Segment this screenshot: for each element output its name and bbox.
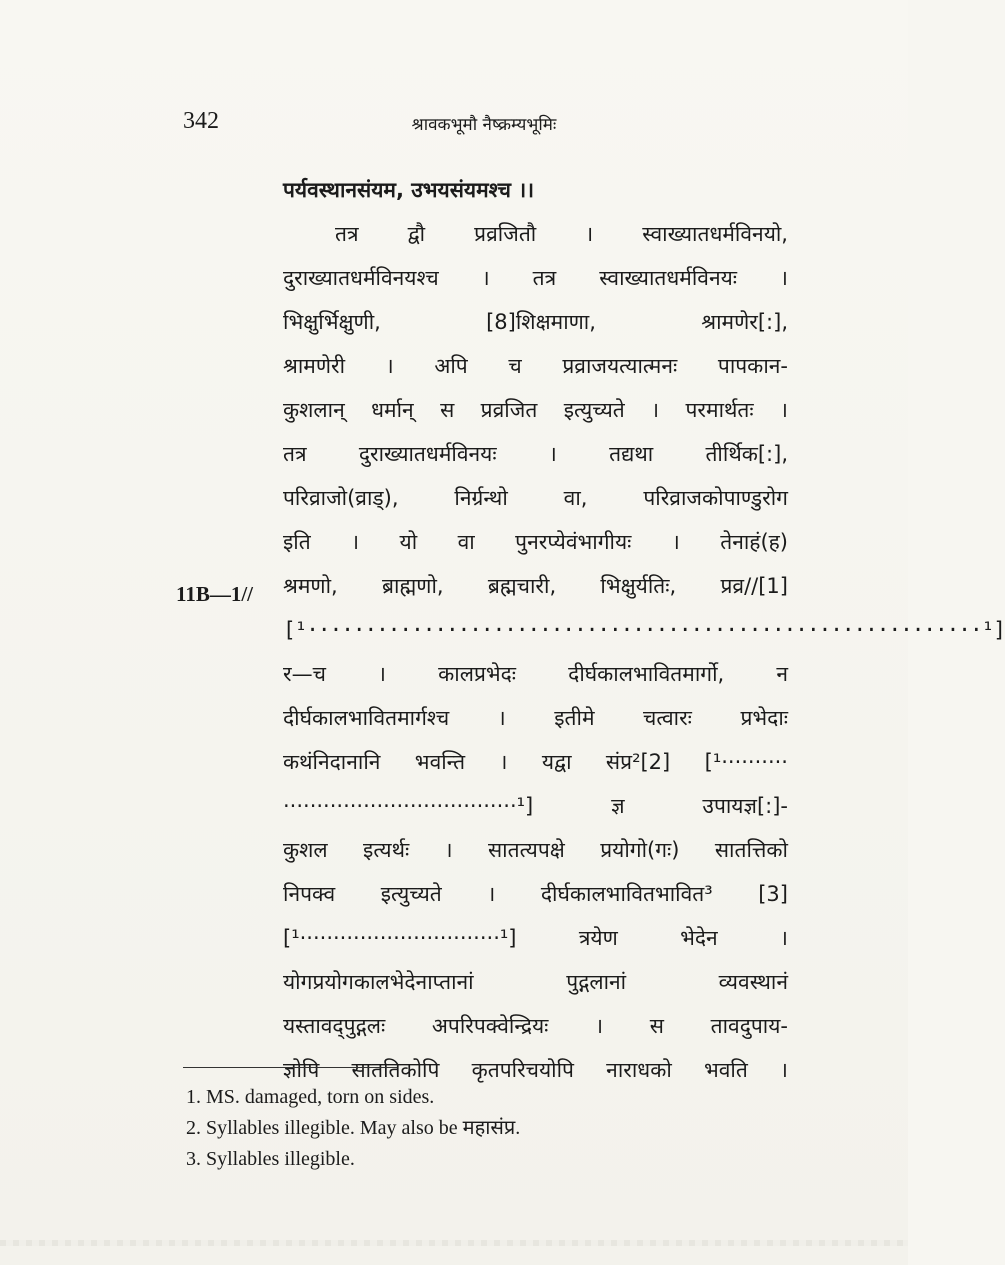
text-line: परिव्राजो(व्राड्), निर्ग्रन्थो वा, परिव्राजकोपाण्डुरोग — [283, 486, 788, 510]
page-number: 342 — [183, 108, 219, 134]
text-line: कथंनिदानानि भवन्ति । यद्वा संप्र²[2] [¹·········· — [283, 750, 788, 774]
lacuna-line: [¹··························································¹] — [283, 618, 1005, 642]
text-line: निपक्व इत्युच्यते । दीर्घकालभावितभावित³ [3] — [283, 882, 788, 906]
footnote-2: 2. Syllables illegible. May also be महासंप्र. — [186, 1117, 521, 1139]
manuscript-folio-reference: 11B—1// — [176, 582, 254, 606]
footnote-3: 3. Syllables illegible. — [186, 1148, 355, 1170]
text-line: भिक्षुर्भिक्षुणी, [8]शिक्षमाणा, श्रामणेर[:], — [283, 310, 788, 334]
text-line: श्रमणो, ब्राह्मणो, ब्रह्मचारी, भिक्षुर्यतिः, प्रव्र//[1] — [283, 574, 788, 598]
text-line: यस्तावद्पुद्गलः अपरिपक्वेन्द्रियः । स तावदुपाय- — [283, 1014, 788, 1038]
text-line: कुशलान् धर्मान् स प्रव्रजित इत्युच्यते । परमार्थतः । — [283, 398, 788, 422]
text-line: तत्र द्वौ प्रव्रजितौ । स्वाख्यातधर्मविनयो, — [335, 222, 788, 246]
text-line: पर्यवस्थानसंयम, उभयसंयमश्च ।। — [283, 178, 535, 202]
text-line: ···································¹] ज्ञ उपायज्ञ[:]- — [283, 794, 788, 818]
footnote-rule — [183, 1067, 397, 1068]
text-line: योगप्रयोगकालभेदेनाप्तानां पुद्गलानां व्यवस्थानं — [283, 970, 788, 994]
text-line: ज्ञोपि साततिकोपि कृतपरिचयोपि नाराधको भवति । — [283, 1058, 788, 1082]
text-line: श्रामणेरी । अपि च प्रव्राजयत्यात्मनः पापकान- — [283, 354, 788, 378]
running-head: श्रावकभूमौ नैष्क्रम्यभूमिः — [411, 115, 557, 135]
footnote-1: 1. MS. damaged, torn on sides. — [186, 1086, 435, 1108]
text-line: दीर्घकालभावितमार्गश्च । इतीमे चत्वारः प्रभेदाः — [283, 706, 788, 730]
footnotes — [186, 1082, 520, 1175]
text-line: कुशल इत्यर्थः । सातत्यपक्षे प्रयोगो(गः) सातत्तिको — [283, 838, 788, 862]
text-line: र—च । कालप्रभेदः दीर्घकालभावितमार्गो, न — [283, 662, 788, 686]
text-line: तत्र दुराख्यातधर्मविनयः । तद्यथा तीर्थिक[:], — [283, 442, 788, 466]
text-line: इति । यो वा पुनरप्येवंभागीयः । तेनाहं(ह) — [283, 530, 788, 554]
text-line: [¹······························¹] त्रयेण भेदेन । — [283, 926, 788, 950]
sanskrit-text-block — [283, 168, 1005, 1092]
text-line: दुराख्यातधर्मविनयश्च । तत्र स्वाख्यातधर्मविनयः । — [283, 266, 788, 290]
scan-edge-shadow — [0, 1240, 908, 1246]
